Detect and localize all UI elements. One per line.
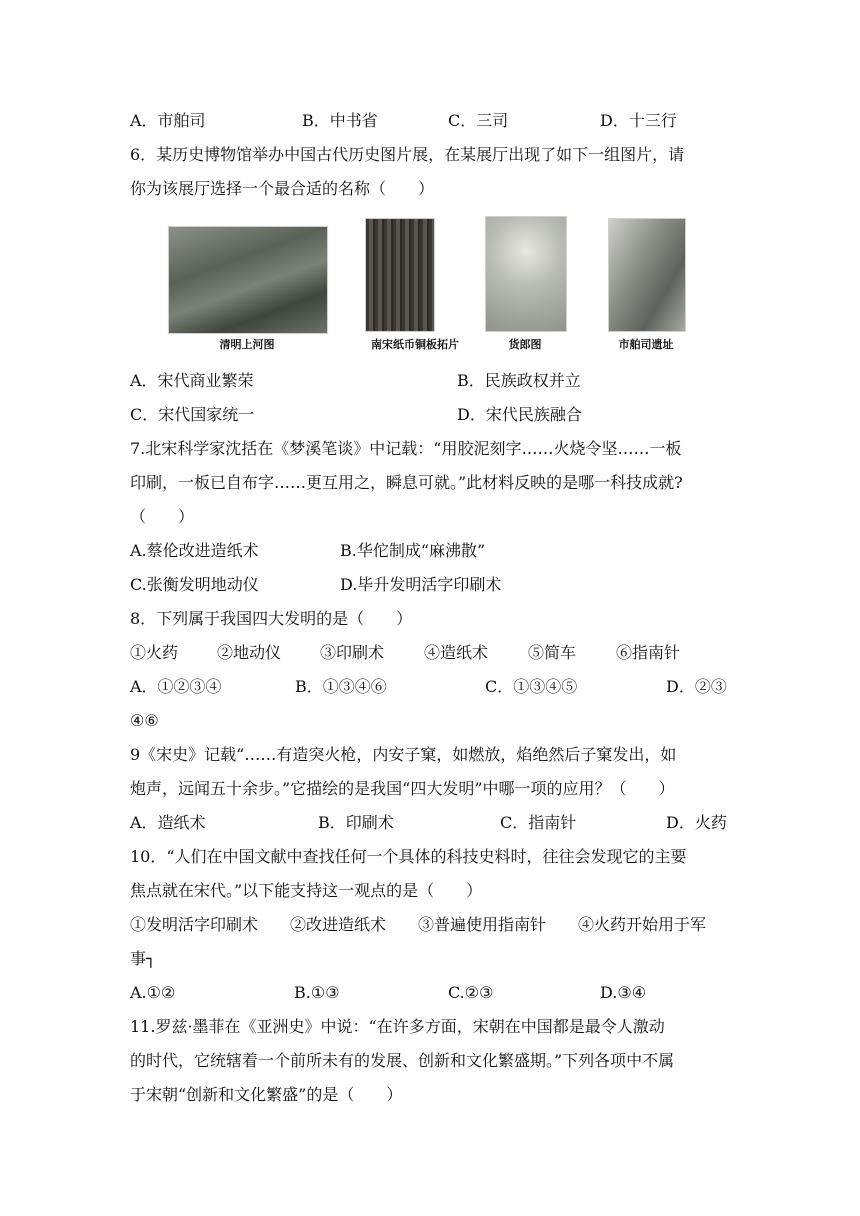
- peddler-painting-image: [485, 216, 567, 332]
- q10-option-a: A.①②: [130, 983, 176, 1002]
- q8-option-a: A．①②③④: [130, 677, 222, 696]
- q7-line2: 印刷，一板已自布字……更互用之，瞬息可就。”此材料反映的是哪一科技成就?: [130, 473, 683, 492]
- q9-option-c: C．指南针: [500, 813, 577, 832]
- q6-option-b: B．民族政权并立: [457, 371, 581, 390]
- q5-option-c: C．三司: [448, 111, 509, 130]
- q8-option-d: D．②③: [666, 677, 727, 696]
- q6-option-c: C．宋代国家统一: [130, 405, 255, 424]
- q5-option-b: B．中书省: [302, 111, 378, 130]
- trade-office-ruins-image: [608, 218, 686, 332]
- q7-line1: 7.北宋科学家沈括在《梦溪笔谈》中记载：“用胶泥刻字……火烧令坚……一板: [130, 439, 682, 458]
- q5-option-d: D．十三行: [600, 111, 677, 130]
- q9-option-d: D．火药: [666, 813, 727, 832]
- q5-option-a: A．市舶司: [130, 111, 206, 130]
- caption-qingming: 清明上河图: [219, 338, 275, 351]
- q6-stem-line1: 6．某历史博物馆举办中国古代历史图片展，在某展厅出现了如下一组图片，请: [130, 145, 685, 164]
- q10-line1: 10．“人们在中国文献中查找任何一个具体的科技史料时，往往会发现它的主要: [130, 847, 687, 866]
- q8-item-5: ⑤简车: [528, 643, 577, 662]
- q9-option-a: A．造纸术: [130, 813, 206, 832]
- q10-items-line: ①发明活字印刷术 ②改进造纸术 ③普遍使用指南针 ④火药开始用于军: [130, 915, 707, 934]
- q7-option-d: D.毕升发明活字印刷术: [340, 575, 502, 594]
- q9-line1: 9《宋史》记载“……有造突火枪，内安子窠，如燃放，焰绝然后子窠发出，如: [130, 745, 677, 764]
- q7-option-c: C.张衡发明地动仪: [130, 575, 259, 594]
- q10-option-d: D.③④: [600, 983, 647, 1002]
- q6-stem-line2: 你为该展厅选择一个最合适的名称（ ）: [130, 179, 435, 198]
- q8-option-b: B．①③④⑥: [295, 677, 387, 696]
- q11-line3: 于宋朝“创新和文化繁盛”的是（ ）: [130, 1085, 403, 1104]
- q6-option-d: D．宋代民族融合: [457, 405, 582, 424]
- q11-line1: 11.罗兹·墨菲在《亚洲史》中说：“在许多方面，宋朝在中国都是最令人激动: [130, 1017, 665, 1036]
- q10-option-c: C.②③: [448, 983, 494, 1002]
- caption-banknote: 南宋纸币铜板拓片: [371, 338, 459, 351]
- q10-items-wrap: 事┐: [130, 949, 156, 968]
- q8-item-2: ②地动仪: [217, 643, 282, 662]
- q8-option-c: C．①③④⑤: [485, 677, 578, 696]
- caption-peddler: 货郎图: [508, 338, 542, 351]
- banknote-rubbing-image: [365, 218, 435, 332]
- q11-line2: 的时代，它统辖着一个前所未有的发展、创新和文化繁盛期。”下列各项中不属: [130, 1051, 675, 1070]
- q8-item-3: ③印刷术: [320, 643, 385, 662]
- q8-item-6: ⑥指南针: [616, 643, 681, 662]
- q6-option-a: A．宋代商业繁荣: [130, 371, 254, 390]
- q7-option-a: A.蔡伦改进造纸术: [130, 541, 259, 560]
- q8-item-1: ①火药: [130, 643, 179, 662]
- q8-option-d-wrap: ④⑥: [130, 711, 159, 730]
- q7-option-b: B.华佗制成“麻沸散”: [340, 541, 486, 560]
- q9-option-b: B．印刷术: [318, 813, 394, 832]
- q7-line3: （ ）: [130, 507, 195, 526]
- caption-trade-office: 市舶司遗址: [618, 338, 674, 351]
- q10-option-b: B.①③: [294, 983, 340, 1002]
- q8-item-4: ④造纸术: [424, 643, 489, 662]
- q9-line2: 炮声，远闻五十余步。”它描绘的是我国“四大发明”中哪一项的应用？（ ）: [130, 779, 675, 798]
- qingming-painting-image: [168, 226, 328, 334]
- q8-stem: 8．下列属于我国四大发明的是（ ）: [130, 609, 413, 628]
- q10-line2: 焦点就在宋代。”以下能支持这一观点的是（ ）: [130, 881, 483, 900]
